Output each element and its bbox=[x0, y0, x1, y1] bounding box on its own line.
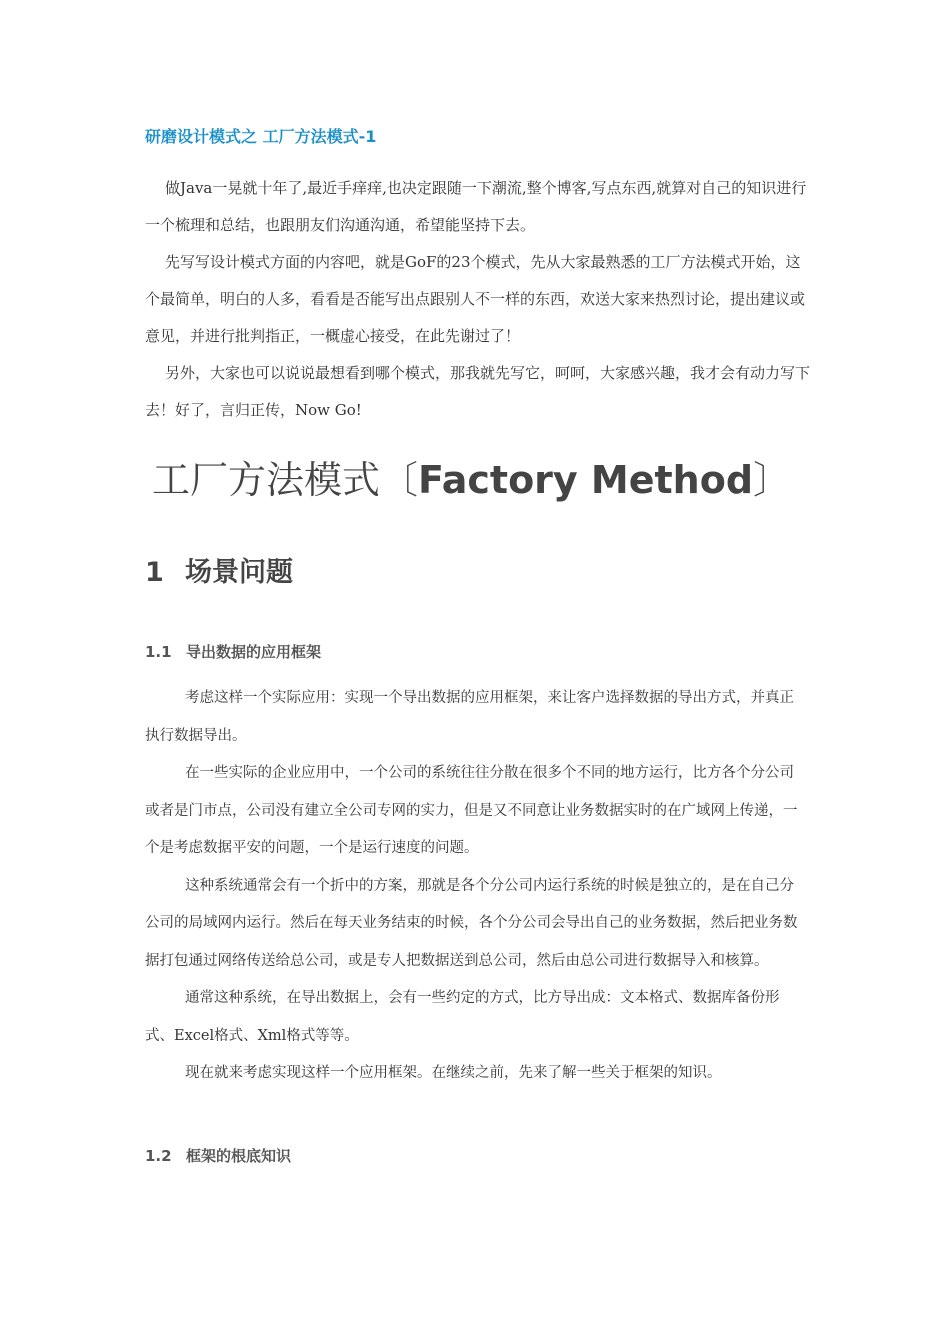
section-1-1-body bbox=[145, 680, 805, 1093]
blog-title: 研磨设计模式之 工厂方法模式-1 bbox=[145, 127, 377, 146]
subsection-title: 框架的根底知识 bbox=[186, 1147, 292, 1165]
body-paragraph: 考虑这样一个实际应用：实现一个导出数据的应用框架，来让客户选择数据的导出方式，并真正执行数据导出。 bbox=[145, 690, 794, 744]
body-paragraph: 这种系统通常会有一个折中的方案，那就是各个分公司内运行系统的时候是独立的，是在自己分公司的局域网内运行。然后在每天业务结束的时候，各个分公司会导出自己的业务数据，然后把业务数据打包通过网络传送给总公司，或是专人把数据送到总公司，然后由总公司进行数据导入和核算。 bbox=[145, 877, 798, 969]
section-title: 场景问题 bbox=[185, 557, 293, 588]
body-paragraph: 现在就来考虑实现这样一个应用框架。在继续之前，先来了解一些关于框架的知识。 bbox=[185, 1065, 722, 1081]
subsection-heading-1-1 bbox=[145, 640, 321, 664]
main-heading bbox=[152, 452, 791, 508]
main-heading-prefix: 工厂方法模式〔 bbox=[152, 458, 419, 502]
subsection-number: 1.1 bbox=[145, 643, 172, 661]
main-heading-latin: Factory Method bbox=[418, 458, 754, 502]
section-number: 1 bbox=[145, 557, 164, 588]
subsection-number: 1.2 bbox=[145, 1147, 172, 1165]
subsection-title: 导出数据的应用框架 bbox=[186, 643, 322, 661]
intro-paragraph: 先写写设计模式方面的内容吧，就是GoF的23个模式，先从大家最熟悉的工厂方法模式开始，这个最简单，明白的人多，看看是否能写出点跟别人不一样的东西，欢送大家来热烈讨论，提出建议或意见，并进行批判指正，一概虚心接受，在此先谢过了！ bbox=[145, 253, 806, 345]
subsection-heading-1-2 bbox=[145, 1144, 291, 1168]
body-paragraph: 在一些实际的企业应用中，一个公司的系统往往分散在很多个不同的地方运行，比方各个分公司或者是门市点，公司没有建立全公司专网的实力，但是又不同意让业务数据实时的在广域网上传递，一个是考虑数据平安的问题，一个是运行速度的问题。 bbox=[145, 765, 798, 856]
intro-paragraph: 做Java一晃就十年了,最近手痒痒,也决定跟随一下潮流,整个博客,写点东西,就算对自己的知识进行一个梳理和总结，也跟朋友们沟通沟通，希望能坚持下去。 bbox=[145, 179, 807, 234]
intro-paragraph: 另外，大家也可以说说最想看到哪个模式，那我就先写它，呵呵，大家感兴趣，我才会有动力写下去！好了，言归正传，Now Go! bbox=[145, 364, 811, 419]
section-heading-1 bbox=[145, 553, 293, 593]
main-heading-suffix: 〕 bbox=[753, 458, 792, 502]
intro-section bbox=[145, 170, 810, 429]
body-paragraph: 通常这种系统，在导出数据上，会有一些约定的方式，比方导出成：文本格式、数据库备份形式、Excel格式、Xml格式等等。 bbox=[145, 990, 780, 1044]
